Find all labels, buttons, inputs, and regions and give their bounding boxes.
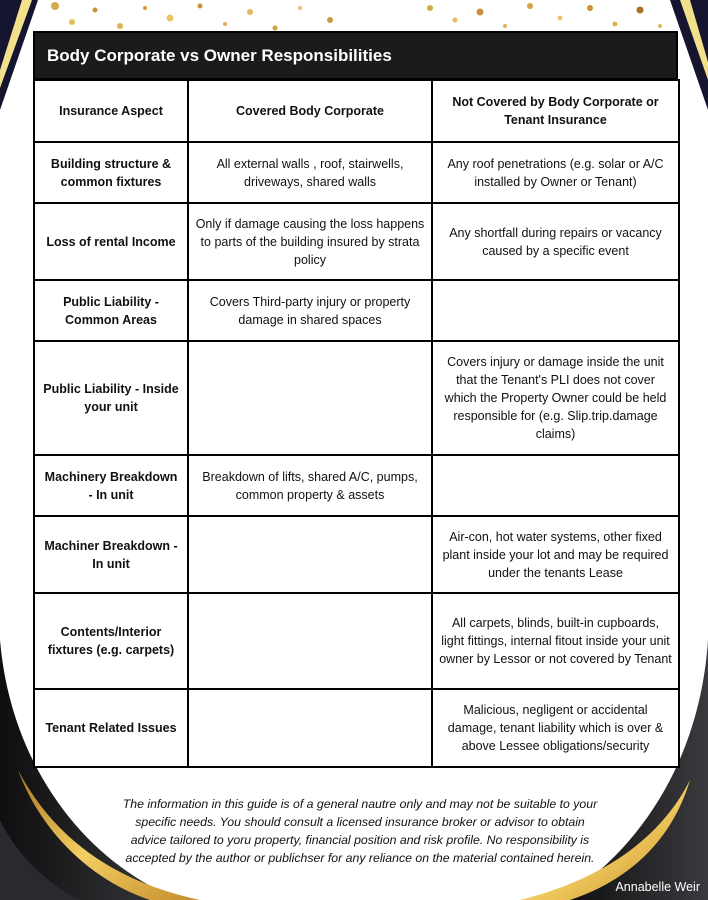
aspect-cell: Tenant Related Issues <box>34 689 188 767</box>
table-row <box>34 689 679 767</box>
covered-cell <box>188 689 432 767</box>
covered-cell: Only if damage causing the loss happens to parts of the building insured by strata policy <box>188 203 432 280</box>
covered-cell: Breakdown of lifts, shared A/C, pumps, common property & assets <box>188 455 432 516</box>
covered-cell <box>188 516 432 593</box>
table-header-row <box>34 80 679 142</box>
table-row <box>34 455 679 516</box>
responsibilities-table <box>33 79 680 768</box>
aspect-cell: Machiner Breakdown - In unit <box>34 516 188 593</box>
aspect-cell: Public Liability - Common Areas <box>34 280 188 341</box>
not-covered-cell <box>432 280 679 341</box>
table-row <box>34 142 679 203</box>
not-covered-cell <box>432 455 679 516</box>
column-header-covered: Covered Body Corporate <box>188 80 432 142</box>
table-row <box>34 280 679 341</box>
covered-cell <box>188 593 432 689</box>
covered-cell: Covers Third-party injury or property damage in shared spaces <box>188 280 432 341</box>
not-covered-cell: Any shortfall during repairs or vacancy caused by a specific event <box>432 203 679 280</box>
table-row <box>34 593 679 689</box>
author-name: Annabelle Weir <box>615 880 700 894</box>
table-row <box>34 516 679 593</box>
disclaimer-text: The information in this guide is of a general nautre only and may not be suitable to your specific needs. You should consult a licensed insurance broker or advisor to obtain advice tailored to yoru property, financial position and risk profile. No responsibility is accepted by the author or publichser for any reliance on the material contained herein. <box>122 797 598 865</box>
column-header-not-covered: Not Covered by Body Corporate or Tenant Insurance <box>432 80 679 142</box>
aspect-cell: Contents/Interior fixtures (e.g. carpets) <box>34 593 188 689</box>
not-covered-cell: Covers injury or damage inside the unit that the Tenant's PLI does not cover which the Property Owner could be held responsible for (e.g. Slip.trip.damage claims) <box>432 341 679 455</box>
covered-cell: All external walls , roof, stairwells, driveways, shared walls <box>188 142 432 203</box>
aspect-cell: Loss of rental Income <box>34 203 188 280</box>
aspect-cell: Public Liability - Inside your unit <box>34 341 188 455</box>
not-covered-cell: All carpets, blinds, built-in cupboards, light fittings, internal fitout inside your unit owner by Lessor or not covered by Tenant <box>432 593 679 689</box>
page-title: Body Corporate vs Owner Responsibilities <box>33 31 678 80</box>
aspect-cell: Building structure & common fixtures <box>34 142 188 203</box>
table-row <box>34 341 679 455</box>
covered-cell <box>188 341 432 455</box>
table-row <box>34 203 679 280</box>
aspect-cell: Machinery Breakdown - In unit <box>34 455 188 516</box>
column-header-insurance-aspect: Insurance Aspect <box>34 80 188 142</box>
not-covered-cell: Any roof penetrations (e.g. solar or A/C installed by Owner or Tenant) <box>432 142 679 203</box>
not-covered-cell: Air-con, hot water systems, other fixed plant inside your lot and may be required under the tenants Lease <box>432 516 679 593</box>
not-covered-cell: Malicious, negligent or accidental damage, tenant liability which is over & above Lessee obligations/security <box>432 689 679 767</box>
